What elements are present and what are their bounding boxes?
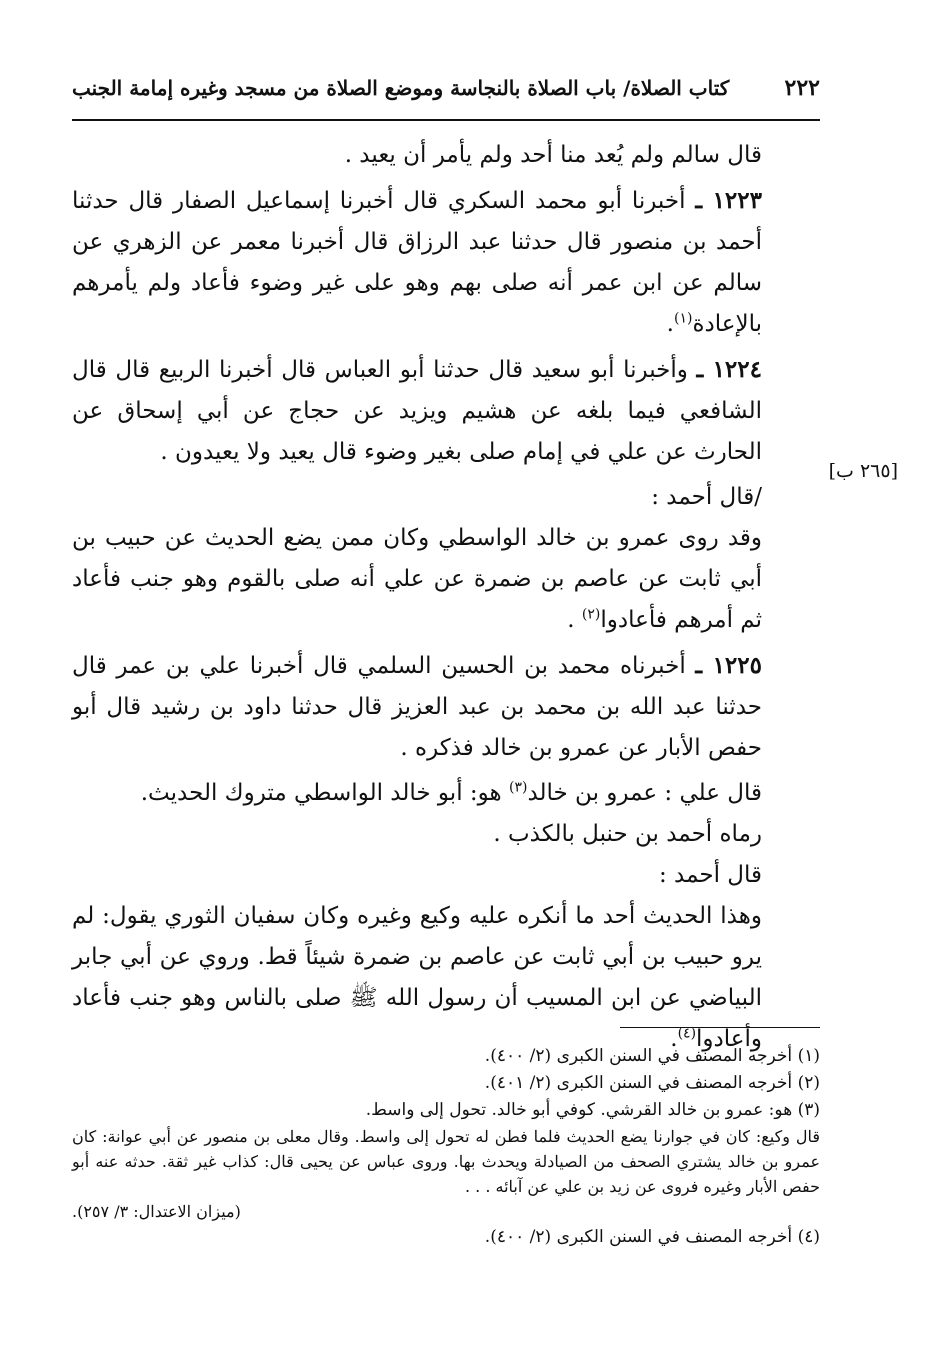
hadith-paragraph xyxy=(72,349,820,473)
footnote-label: (٤) xyxy=(797,1227,820,1247)
footnotes xyxy=(72,1043,820,1251)
paragraph-text: قال أحمد : xyxy=(658,862,762,888)
footnote-ref: (٤) xyxy=(677,1025,697,1042)
footnote-source: (ميزان الاعتدال: ٣/ ٢٥٧). xyxy=(72,1202,241,1221)
footnote-label: (١) xyxy=(797,1046,820,1066)
footnote-rule xyxy=(620,1027,820,1028)
paragraph-text: /قال أحمد : xyxy=(651,484,762,510)
footnote xyxy=(72,1097,820,1124)
paragraph xyxy=(72,773,820,814)
paragraph xyxy=(72,855,820,896)
paragraph xyxy=(72,814,820,855)
hadith-number: ١٢٢٣ ـ xyxy=(695,187,762,214)
footnote-text: أخرجه المصنف في السنن الكبرى (٢/ ٤٠٠). xyxy=(484,1046,793,1066)
footnote-text: أخرجه المصنف في السنن الكبرى (٢/ ٤٠٠). xyxy=(484,1227,793,1247)
paragraph xyxy=(72,896,820,1060)
footnote-label: (٣) xyxy=(797,1100,820,1120)
paragraph xyxy=(72,477,820,518)
footnote xyxy=(72,1224,820,1251)
hadith-paragraph xyxy=(72,645,820,769)
footnote-text: أخرجه المصنف في السنن الكبرى (٢/ ٤٠١). xyxy=(484,1073,793,1093)
main-text xyxy=(72,135,820,1060)
footnote-ref: (١) xyxy=(673,310,693,327)
paragraph-tail: . xyxy=(670,1026,678,1052)
footnote-ref: (٣) xyxy=(508,779,528,796)
paragraph-text: وأخبرنا أبو سعيد قال حدثنا أبو العباس قال أخبرنا الربيع قال قال الشافعي فيما بلغه عن هشيم ويزيد عن حجاج عن أبي إسحاق عن الحارث عن علي في إمام صلى بغير وضوء قال يعيد ولا يعيدون . xyxy=(72,357,762,465)
paragraph-text: قال سالم ولم يُعد منا أحد ولم يأمر أن يعيد . xyxy=(344,142,762,168)
hadith-number: ١٢٢٤ ـ xyxy=(696,356,762,383)
paragraph-text: رماه أحمد بن حنبل بالكذب . xyxy=(493,821,762,847)
running-title: كتاب الصلاة/ باب الصلاة بالنجاسة وموضع الصلاة من مسجد وغيره إمامة الجنب xyxy=(72,76,730,100)
hadith-paragraph: ١٢٢٣ ـ أخبرنا أبو محمد السكري قال أخبرنا إسماعيل الصفار قال حدثنا أحمد بن منصور قال حدثنا عبد الرزاق قال أخبرنا معمر عن الزهري عن سالم عن ابن عمر أنه صلى بهم وهو على غير وضوء فأعاد ولم يأمرهم بالإعادة$^{(١)}$. xyxy=(72,187,762,337)
footnote-label: (٢) xyxy=(797,1073,820,1093)
paragraph-text: وقد روى عمرو بن خالد الواسطي وكان ممن يضع الحديث عن حبيب بن أبي ثابت عن عاصم بن ضمرة عن علي أنه صلى بالقوم وهو جنب فأعاد ثم أمرهم فأعادوا xyxy=(72,525,762,633)
manuscript-folio-marker: [٢٦٥ ب] xyxy=(828,460,898,482)
paragraph xyxy=(72,135,820,176)
paragraph-tail: . xyxy=(567,607,582,633)
hadith-number: ١٢٢٥ ـ xyxy=(695,652,762,679)
paragraph-tail: هو: أبو خالد الواسطي متروك الحديث. xyxy=(140,780,509,806)
footnote-text: هو: عمرو بن خالد القرشي. كوفي أبو خالد. تحول إلى واسط. xyxy=(365,1100,793,1120)
footnote xyxy=(72,1070,820,1097)
header-rule xyxy=(72,119,820,121)
paragraph-text: قال علي : عمرو بن خالد xyxy=(527,780,762,806)
footnote-continuation: قال وكيع: كان في جوارنا يضع الحديث فلما فطن له تحول إلى واسط. وقال معلى بن منصور عن أبي عوانة: كان عمرو بن خالد يشتري الصحف من الصيادلة ويحدث بها. وروى عباس عن يحيى قال: كذاب غير ثقة. حدثه عنه أبو حفص الأبار وغيره فروى عن زيد بن علي عن آبائه . . . xyxy=(72,1127,820,1196)
paragraph-text: وهذا الحديث أحد ما أنكره عليه وكيع وغيره وكان سفيان الثوري يقول: لم يرو حبيب بن أبي ثابت عن عاصم بن ضمرة شيئاً قط. وروي عن أبي جابر البياضي عن ابن المسيب أن رسول الله ﷺ صلى بالناس وهو جنب فأعاد وأعادوا xyxy=(72,903,762,1052)
footnote-ref: (٢) xyxy=(581,606,601,623)
page-header xyxy=(72,70,820,106)
footnote xyxy=(72,1043,820,1070)
paragraph-text: أخبرنا أبو محمد السكري قال أخبرنا إسماعيل الصفار قال حدثنا أحمد بن منصور قال حدثنا عبد الرزاق قال أخبرنا معمر عن الزهري عن سالم عن ابن عمر أنه صلى بهم وهو على غير وضوء فأعاد ولم يأمرهم بالإعادة xyxy=(72,188,762,337)
paragraph xyxy=(72,518,820,641)
paragraph-text: أخبرناه محمد بن الحسين السلمي قال أخبرنا علي بن عمر قال حدثنا عبد الله بن محمد بن عبد العزيز قال حدثنا داود بن رشيد قال أبو حفص الأبار عن عمرو بن خالد فذكره . xyxy=(72,653,762,761)
page-number: ٢٢٢ xyxy=(784,75,820,101)
